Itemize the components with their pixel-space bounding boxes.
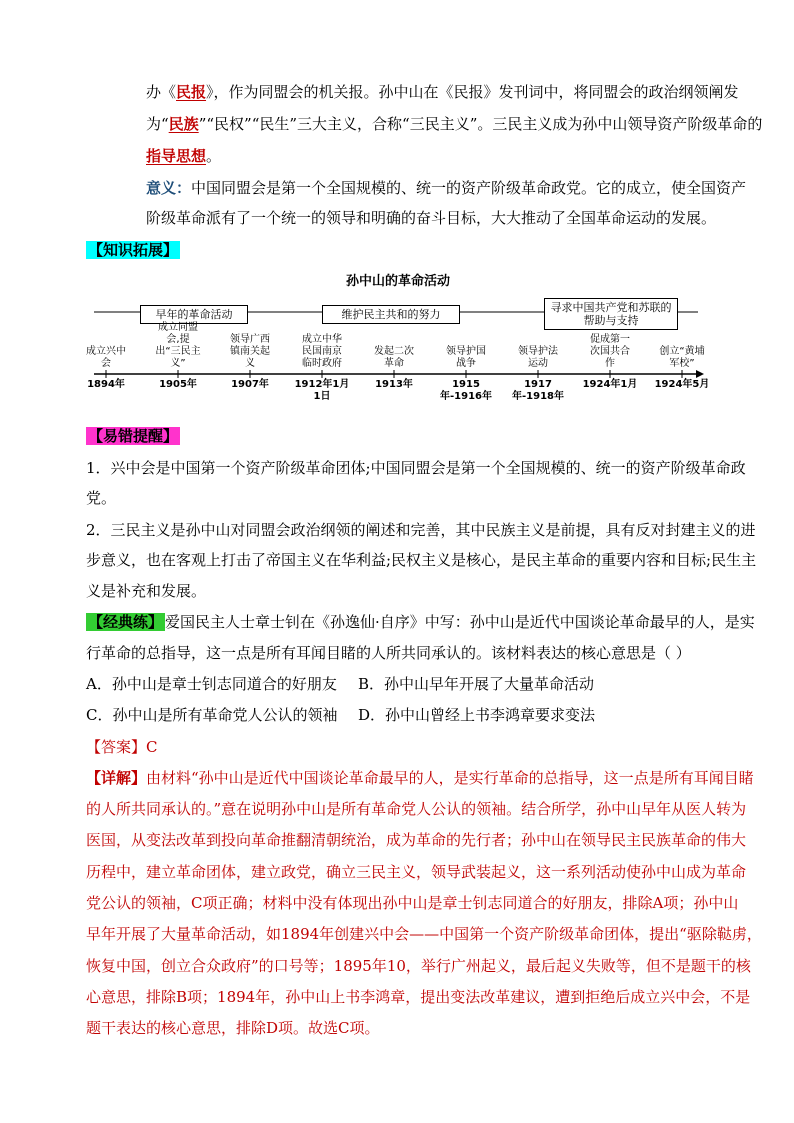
text: ”“民权”“ — [198, 115, 260, 133]
mistake-tag: 【易错提醒】 — [88, 427, 179, 445]
question-line-2: 行革命的总指导，这一点是所有耳闻目睹的人所共同承认的。该材料表达的核心意思是（ ） — [86, 644, 691, 662]
practice-tag: 【经典练】 — [88, 613, 164, 631]
text: 。 — [206, 147, 222, 165]
mistake-2-line-1: 2．三民主义是孙中山对同盟会政治纲领的阐述和完善，其中民族主义是前提，具有反对封建主义的进 — [86, 521, 756, 539]
significance-label: 意义： — [146, 179, 192, 197]
knowledge-tag: 【知识拓展】 — [88, 241, 179, 259]
answer-label: 【答案】 — [86, 738, 147, 756]
text: 》，作为同盟会的机关报。孙中山在《民报》发刊词中，将同盟会的政治纲领阐发 — [206, 83, 739, 101]
text: 由材料“孙中山是近代中国谈论革命最早的人，是实行革命的总指导，这一点是所有耳闻目睹 — [146, 769, 754, 787]
intro-line-2 — [146, 113, 762, 135]
detail-line-1 — [86, 767, 754, 789]
timeline-event-9: 创立“黄埔军校” — [659, 346, 705, 369]
timeline-event-5: 发起二次革命 — [374, 346, 414, 369]
timeline-event-4: 成立中华民国南京临时政府 — [302, 334, 342, 369]
timeline-event-6: 领导护国战争 — [446, 346, 486, 369]
timeline-event-2: 成立同盟会,提出“三民主义” — [155, 322, 201, 369]
text: 中国同盟会是第一个全国规模的、统一的资产阶级革命政党。它的成立，使全国资产 — [191, 179, 747, 197]
question-line-1 — [86, 611, 755, 633]
keyword-guiding-thought: 指导思想 — [146, 147, 207, 165]
timeline-event-7: 领导护法运动 — [518, 346, 558, 369]
timeline-year-7: 1917年-1918年 — [512, 379, 564, 402]
timeline-phase-3: 寻求中国共产党和苏联的帮助与支持 — [544, 298, 678, 330]
timeline-year-2: 1905年 — [159, 379, 197, 390]
timeline-year-5: 1913年 — [375, 379, 413, 390]
detail-line-2: 的人所共同承认的。”意在说明孙中山是所有革命党人公认的领袖。结合所学，孙中山早年从医人转为 — [86, 800, 747, 818]
timeline-figure — [86, 262, 710, 412]
intro-line-4 — [146, 177, 746, 199]
keyword-minzu: 民族 — [168, 115, 199, 133]
keyword-minsheng: 民生 — [259, 115, 290, 133]
option-d: D．孙中山曾经上书李鸿章要求变法 — [358, 706, 596, 724]
detail-line-3: 医国，从变法改革到投向革命推翻清朝统治，成为革命的先行者；孙中山在领导民主民族革命的伟大 — [86, 831, 747, 849]
timeline-phase-1: 早年的革命活动 — [140, 305, 248, 324]
timeline-year-1: 1894年 — [87, 379, 125, 390]
mistake-1-line-2: 党。 — [86, 489, 117, 507]
timeline-year-4: 1912年1月1日 — [294, 379, 350, 402]
timeline-event-3: 领导广西镇南关起义 — [230, 334, 270, 369]
mistake-2-line-3: 义是补充和发展。 — [86, 582, 207, 600]
mistake-2-line-2: 步意义，也在客观上打击了帝国主义在华利益;民权主义是核心，是民主革命的重要内容和目标;民生主 — [86, 551, 757, 569]
detail-line-5: 党公认的领袖，C项正确；材料中没有体现出孙中山是章士钊志同道合的好朋友，排除A项；孙中山 — [86, 894, 739, 912]
detail-line-9: 题干表达的核心意思，排除D项。故选C项。 — [86, 1019, 380, 1037]
detail-line-8: 心意思，排除B项；1894年，孙中山上书李鸿章，提出变法改革建议，遭到拒绝后成立兴中会，不是 — [86, 988, 751, 1006]
intro-line-3 — [146, 145, 221, 167]
text: ”三大主义，合称“三民主义”。三民主义成为孙中山领导资产阶级革命的 — [289, 115, 763, 133]
timeline-year-8: 1924年1月 — [582, 379, 638, 390]
mistake-tag-line — [86, 425, 180, 447]
detail-line-6: 早年开展了大量革命活动，如1894年创建兴中会——中国第一个资产阶级革命团体，提出“驱除鞑虏， — [86, 925, 762, 943]
text: 办《 — [146, 83, 177, 101]
keyword-minbao: 民报 — [176, 83, 207, 101]
option-c: C．孙中山是所有革命党人公认的领袖 — [86, 706, 338, 724]
option-b: B．孙中山早年开展了大量革命活动 — [358, 675, 595, 693]
text: 爱国民主人士章士钊在《孙逸仙·自序》中写：孙中山是近代中国谈论革命最早的人，是实 — [165, 613, 755, 631]
timeline-event-8: 促成第一次国共合作 — [590, 334, 630, 369]
detail-line-4: 历程中，建立革命团体，建立政党，确立三民主义，领导武装起义，这一系列活动使孙中山成为革命 — [86, 863, 747, 881]
knowledge-tag-line — [86, 239, 180, 261]
text: 为“ — [146, 115, 169, 133]
timeline-phase-2: 维护民主共和的努力 — [322, 305, 460, 324]
timeline-event-1: 成立兴中会 — [86, 346, 126, 369]
answer-line — [86, 736, 158, 758]
timeline-title: 孙中山的革命活动 — [345, 274, 450, 289]
detail-label: 【详解】 — [86, 769, 147, 787]
detail-line-7: 恢复中国，创立合众政府”的口号等；1895年10，举行广州起义，最后起义失败等，但不是题干的核 — [86, 957, 751, 975]
answer-value: C — [146, 738, 158, 756]
mistake-1-line-1: 1．兴中会是中国第一个资产阶级革命团体;中国同盟会是第一个全国规模的、统一的资产阶级革命政 — [86, 459, 746, 477]
timeline-year-6: 1915年-1916年 — [440, 379, 492, 402]
timeline-year-9: 1924年5月 — [654, 379, 710, 390]
timeline-arrow — [696, 370, 704, 378]
intro-line-5: 阶级革命派有了一个统一的领导和明确的奋斗目标，大大推动了全国革命运动的发展。 — [146, 209, 717, 227]
intro-line-1 — [146, 81, 739, 103]
option-a: A．孙中山是章士钊志同道合的好朋友 — [86, 675, 337, 693]
timeline-year-3: 1907年 — [231, 379, 269, 390]
